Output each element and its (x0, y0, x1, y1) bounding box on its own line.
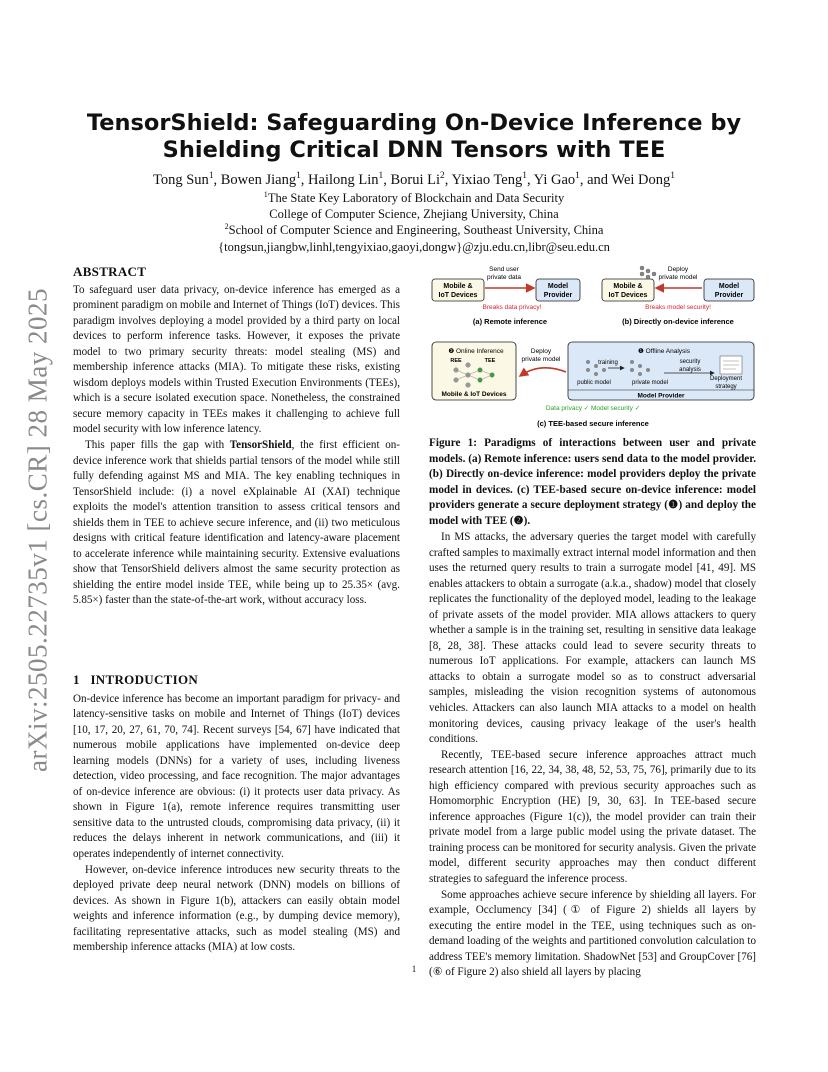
author-affiliation-mark: 1 (296, 171, 301, 182)
c-deploy-arrow (520, 368, 566, 376)
b-caption: (b) Directly on-device inference (622, 317, 734, 326)
a-provider-label: Provider (543, 292, 573, 299)
right-column (429, 530, 756, 981)
author-list: Tong Sun$^1$, Bowen Jiang$^1$, Hailong Lin$^1$, Borui Li$^2$, Yixiao Teng$^1$, Yi Gao$^1$, and Wei Dong$^1$ (153, 171, 675, 188)
introduction-section (73, 672, 400, 956)
c-security-label-1: security (679, 359, 701, 365)
author-affiliation-mark: 1 (378, 171, 384, 182)
abstract-paragraph-2: This paper fills the gap with TensorShield, the first efficient on-device inference work that shields partial tensors of the model while still fully defending against MS and MIA. The key enabling techniques in TensorShield include: (i) a novel eXplainable AI (XAI) technique exploits the model's attention transition to assess critical tensors and shields them in TEE to achieve secure inference, and (ii) two meticulous designs with critical feature identification and latency-aware placement to accelerate inference while maintaining security. Extensive evaluations show that TensorShield delivers almost the same security protection as shielding the entire model inside TEE, while being up to 25.35× (avg. 5.85×) faster than the state-of-the-art work, without accuracy loss. (73, 439, 400, 607)
b-breaks-label: Breaks model security! (645, 304, 711, 311)
b-model-label: Model (718, 283, 740, 290)
a-breaks-label: Breaks data privacy! (482, 304, 542, 311)
figure-1-diagram (428, 262, 758, 430)
author-name: Bowen Jiang (220, 172, 297, 188)
c-offline-label: ❶ Offline Analysis (638, 348, 690, 355)
page-number: 1 (411, 964, 417, 974)
author-name: Yi Gao (533, 172, 576, 188)
a-send-label-2: private data (487, 274, 521, 281)
c-caption: (c) TEE-based secure inference (537, 419, 649, 428)
b-provider-label: Provider (714, 292, 744, 299)
right-paragraph-1: In MS attacks, the adversary queries the target model with carefully crafted samples to maximally extract internal model information and then uses the returned query results to train a surrogate model [41, 49]. MS enables attackers to obtain a surrogate (a.k.a., shadow) model that closely replicates the functionality of the deployed model, leading to the leakage of private assets of the model provider. MIA allows attackers to query whether a sample is in the training set, resulting in sensitive data leakage [8, 28, 38]. These attacks could lead to severe security threats to numerous IoT applications. For example, attackers can launch MS attacks to obtain a surrogate model so as to construct adversarial samples, misleading the vision recognition systems of autonomous vehicles. Attackers can also launch MIA attacks to a model on health monitoring devices, causing privacy leakage of the user's health conditions. (429, 531, 756, 746)
author-affiliation-mark: 1 (670, 171, 675, 182)
author-name: Wei Dong (611, 172, 671, 188)
c-security-label-2: analysis (679, 367, 701, 373)
author-emails: {tongsun,jiangbw,linhl,tengyixiao,gaoyi,dongw}@zju.edu.cn,libr@seu.edu.cn (218, 239, 610, 254)
b-deploy-label-1: Deploy (667, 266, 689, 273)
right-paragraph-2: Recently, TEE-based secure inference approaches attract much research attention [16, 22, 34, 38, 48, 52, 53, 75, 76], primarily due to its high efficiency compared with previous security approaches such as Homomorphic Encryption (HE) [9, 30, 63]. In TEE-based secure inference approaches (Figure 1(c)), the model provider can train their private model from a large public model using the private dataset. The training process can be monitored for security analysis. Given the private model, different security approaches may then conduct different strategies to safeguard the inference process. (429, 748, 756, 886)
a-model-label: Model (547, 283, 569, 290)
author-affiliation-mark: 2 (440, 171, 445, 182)
c-ree-label: REE (450, 358, 462, 364)
c-mobile-iot-label: Mobile & IoT Devices (441, 391, 507, 398)
affiliation-2: $^2$School of Computer Science and Engineering, Southeast University, China (224, 222, 604, 238)
paper-title: TensorShield: Safeguarding On-Device Inference by Shielding Critical DNN Tensors with TEE (86, 110, 742, 163)
author-name: Tong Sun (153, 172, 209, 188)
arxiv-sidebar (18, 290, 58, 770)
c-model-provider-label: Model Provider (637, 392, 685, 400)
left-column (73, 264, 400, 609)
author-affiliation-mark: 1 (575, 171, 580, 182)
right-paragraph-3: Some approaches achieve secure inference by shielding all layers. For example, Occlumency [34] (① of Figure 2) shields all layers by executing the entire model in the TEE, using techniques such as on-demand loading of the weights and partitioned convolution calculation to address TEE's memory limitation. ShadowNet [53] and GroupCover [76] (⑥ of Figure 2) also shield all layers by placing (429, 888, 756, 979)
c-public-model-label: public model (577, 380, 611, 386)
a-iot-label: IoT Devices (438, 292, 478, 299)
intro-paragraph-1: On-device inference has become an important paradigm for privacy- and latency-sensitive tasks on mobile and Internet of Things (IoT) devices [10, 17, 20, 27, 61, 70, 74]. Recent surveys [54, 67] have indicated that numerous mobile applications have implemented on-device deep learning models (DNNs) for a variety of uses, including liveness detection, video processing, and face recognition. The major advantages of on-device inference are obvious: (i) it protects user data privacy. As shown in Figure 1(a), remote inference requires transmitting user sensitive data to the untrusted clouds, compromising data privacy, (ii) it reduces the delays inherent in network communications, and (iii) it operates independently of internet connectivity. (73, 692, 400, 861)
b-network-icon (640, 266, 656, 279)
c-tee-label: TEE (484, 358, 496, 364)
b-iot-label: IoT Devices (608, 292, 648, 299)
a-mobile-label: Mobile & (443, 283, 473, 290)
c-online-label: ❷ Online Inference (448, 348, 504, 355)
author-name: Yixiao Teng (451, 172, 523, 188)
abstract-heading: ABSTRACT (73, 264, 147, 279)
affiliations (60, 190, 768, 255)
c-private-model-label: private model (631, 380, 669, 386)
c-training-label: training (598, 360, 618, 366)
author-affiliation-mark: 1 (522, 171, 527, 182)
abstract-paragraph-1: To safeguard user data privacy, on-device inference has emerged as a prominent paradigm on mobile and Internet of Things (IoT) devices. This paradigm involves deploying a model provided by a third party on local devices to perform inference tasks. However, it exposes the private model to two primary security threats: model stealing (MS) and membership inference attacks (MIA). To mitigate these risks, existing wisdom deploys models within Trusted Execution Environments (TEEs), which is a secure isolated execution space. Nonetheless, the constrained secure memory capacity in TEEs makes it challenging to achieve full model security with low inference latency. (73, 283, 400, 436)
a-send-label-1: Send user (489, 266, 519, 273)
b-deploy-label-2: private model (658, 274, 698, 281)
c-ok-label: Data privacy ✓ Model security ✓ (545, 405, 641, 412)
c-deployment-label-1: Deployment (709, 376, 743, 382)
b-mobile-label: Mobile & (613, 283, 643, 290)
introduction-heading: 1 INTRODUCTION (73, 672, 199, 687)
arxiv-identifier: arXiv:2505.22735v1 [cs.CR] 28 May 2025 (22, 288, 53, 772)
c-deployment-label-2: strategy (715, 384, 737, 390)
author-affiliation-mark: 1 (208, 171, 214, 182)
c-deploy-label-2: private model (521, 356, 561, 363)
figure-1-caption: Figure 1: Paradigms of interactions between user and private models. (a) Remote inference: users send data to the model provider. (b) Directly on-device inference: model providers deploy the private model in devices. (c) TEE-based secure on-device inference: model providers generate a secure deployment strategy (❶) and deploy the model with TEE (❷). (429, 437, 756, 527)
author-name: Hailong Lin (308, 172, 379, 188)
affiliation-1-line-2: College of Computer Science, Zhejiang University, China (269, 207, 559, 222)
c-deploy-label-1: Deploy (530, 348, 552, 355)
a-caption: (a) Remote inference (472, 317, 548, 326)
author-name: Borui Li (390, 172, 441, 188)
intro-paragraph-2: However, on-device inference introduces new security threats to the deployed private deep neural network (DNN) models on billions of devices. As shown in Figure 1(b), attackers can easily obtain model weights and inference information (e.g., by dumping device memory), facilitating representative attacks, such as model stealing (MS) and membership inference attacks (MIA) at low costs. (73, 863, 400, 954)
affiliation-1-line-1: $^1$The State Key Laboratory of Blockchain and Data Security (263, 189, 565, 205)
